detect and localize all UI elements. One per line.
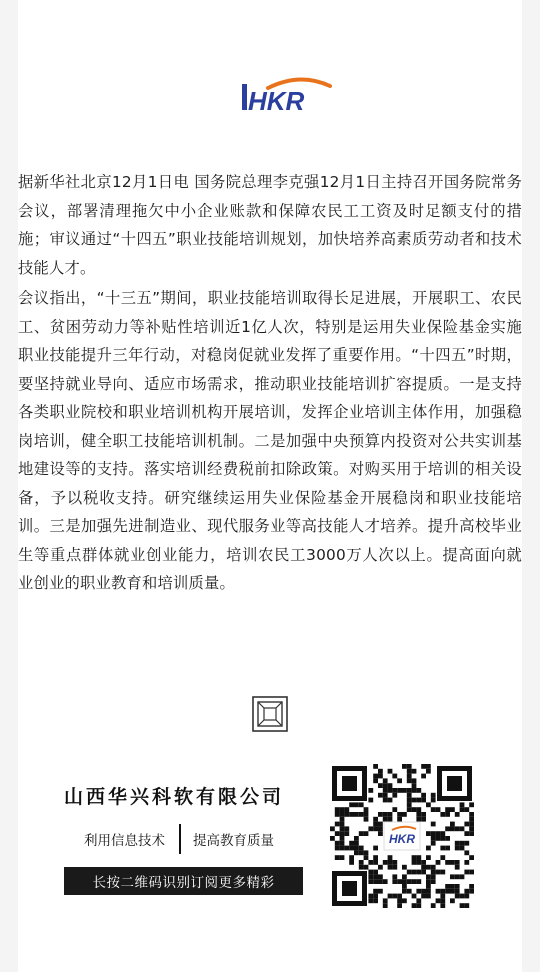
qr-module — [340, 817, 345, 822]
qr-module — [349, 812, 354, 817]
qr-module — [460, 807, 465, 812]
qr-module — [388, 894, 393, 899]
qr-module — [383, 793, 388, 798]
slogan-row — [64, 822, 304, 856]
qr-module — [397, 894, 402, 899]
company-name: 山西华兴科软有限公司 — [64, 786, 285, 808]
qr-module — [373, 846, 378, 851]
qr-module — [392, 774, 397, 779]
qr-module — [431, 903, 436, 908]
qr-module — [397, 817, 402, 822]
qr-module — [330, 836, 335, 841]
qr-module — [340, 855, 345, 860]
qr-module — [407, 879, 412, 884]
qr-module — [431, 841, 436, 846]
qr-module — [359, 812, 364, 817]
qr-module — [455, 826, 460, 831]
qr-module — [368, 798, 373, 803]
qr-module — [364, 831, 369, 836]
qr-module — [340, 812, 345, 817]
qr-module — [431, 870, 436, 875]
qr-module — [340, 826, 345, 831]
qr-module — [359, 802, 364, 807]
qr-module — [388, 812, 393, 817]
qr-module — [407, 870, 412, 875]
qr-module — [431, 807, 436, 812]
qr-module — [450, 889, 455, 894]
qr-module — [421, 894, 426, 899]
qr-module — [373, 898, 378, 903]
scan-prompt-text: 长按二维码识别订阅更多精彩 — [92, 875, 275, 891]
qr-module — [421, 860, 426, 865]
qr-module — [431, 822, 436, 827]
qr-module — [388, 769, 393, 774]
qr-module — [416, 812, 421, 817]
qr-module — [464, 841, 469, 846]
scan-prompt-bar — [64, 867, 303, 895]
qr-module — [460, 894, 465, 899]
qr-module — [392, 894, 397, 899]
qr-module — [464, 831, 469, 836]
qr-module — [383, 898, 388, 903]
qr-module — [344, 826, 349, 831]
qr-module — [340, 836, 345, 841]
qr-module — [469, 826, 474, 831]
qr-module — [469, 889, 474, 894]
qr-module — [436, 860, 441, 865]
qr-module — [330, 826, 335, 831]
qr-module — [378, 889, 383, 894]
qr-module — [402, 812, 407, 817]
qr-module — [397, 898, 402, 903]
article-paragraph: 会议指出，“十三五”期间，职业技能培训取得长足进展，开展职工、农民工、贫困劳动力等补贴性培训近1亿人次，特别是运用失业保险基金实施职业技能提升三年行动，对稳岗促就业发挥了重要作用。“十四五”时期，要坚持就业导向、适应市场需求，推动职业技能培训扩容提质。一是支持各类职业院校和职业培训机构开展培训，发挥企业培训主体作用，加强稳岗培训，健全职工技能培训机制。二是加强中央预算内投资对公共实训基地建设等的支持。落实培训经费税前扣除政策。对购买用于培训的相关设备，予以税收支持。研究继续运用失业保险基金开展稳岗和职业技能培训。三是加强先进制造业、现代服务业等高技能人才培养。提升高校毕业生等重点群体就业创业能力，培训农民工3000万人次以上。提高面向就业创业的职业教育和培训质量。 — [18, 289, 522, 592]
qr-module — [440, 836, 445, 841]
qr-module — [354, 846, 359, 851]
qr-module — [335, 807, 340, 812]
qr-module — [359, 865, 364, 870]
qr-module — [340, 807, 345, 812]
qr-center-logo-text: HKR — [389, 832, 415, 846]
qr-module — [349, 855, 354, 860]
qr-module — [373, 778, 378, 783]
qr-module — [464, 822, 469, 827]
qr-module — [359, 846, 364, 851]
qr-module — [383, 879, 388, 884]
qr-module — [407, 889, 412, 894]
qr-module — [373, 826, 378, 831]
qr-module — [383, 798, 388, 803]
qr-module — [421, 798, 426, 803]
qr-module — [368, 788, 373, 793]
qr-module — [412, 769, 417, 774]
qr-module — [373, 817, 378, 822]
qr-module — [373, 774, 378, 779]
qr-module — [388, 860, 393, 865]
qr-module — [397, 778, 402, 783]
qr-module — [373, 870, 378, 875]
qr-module — [397, 903, 402, 908]
qr-module — [426, 884, 431, 889]
qr-module — [412, 870, 417, 875]
qr-module — [416, 860, 421, 865]
qr-module — [450, 860, 455, 865]
qr-module — [378, 769, 383, 774]
qr-module — [464, 870, 469, 875]
qr-module — [388, 783, 393, 788]
qr-module — [440, 898, 445, 903]
qr-module — [368, 894, 373, 899]
qr-module — [421, 889, 426, 894]
qr-module — [416, 788, 421, 793]
qr-module — [354, 802, 359, 807]
qr-module — [412, 783, 417, 788]
qr-module — [426, 855, 431, 860]
qr-module — [426, 865, 431, 870]
qr-module — [431, 798, 436, 803]
qr-module — [455, 874, 460, 879]
slogan-separator — [179, 824, 181, 854]
qr-module — [407, 774, 412, 779]
qr-module — [388, 817, 393, 822]
qr-module — [349, 841, 354, 846]
qr-module — [426, 894, 431, 899]
qr-module — [426, 764, 431, 769]
qr-module — [407, 798, 412, 803]
qr-module — [412, 860, 417, 865]
qr-module — [416, 879, 421, 884]
qr-module — [440, 855, 445, 860]
qr-module — [426, 874, 431, 879]
article-paragraph: 据新华社北京12月1日电 国务院总理李克强12月1日主持召开国务院常务会议，部署清理拖欠中小企业账款和保障农民工工资及时足额支付的措施；审议通过“十四五”职业技能培训规划，加快培养高素质劳动者和技术技能人才。 — [18, 173, 522, 277]
qr-module — [392, 807, 397, 812]
qr-module — [359, 831, 364, 836]
qr-module — [460, 826, 465, 831]
qr-module — [402, 889, 407, 894]
qr-module — [421, 793, 426, 798]
qr-module — [469, 822, 474, 827]
qr-module — [373, 894, 378, 899]
qr-module — [340, 831, 345, 836]
qr-module — [407, 778, 412, 783]
qr-module — [335, 855, 340, 860]
qr-module — [359, 860, 364, 865]
qr-module — [450, 898, 455, 903]
qr-module — [431, 836, 436, 841]
qr-module — [416, 798, 421, 803]
qr-module — [426, 846, 431, 851]
qr-module — [392, 865, 397, 870]
qr-module — [440, 894, 445, 899]
qr-module — [373, 874, 378, 879]
qr-module — [455, 884, 460, 889]
qr-module — [397, 788, 402, 793]
qr-module — [412, 855, 417, 860]
qr-module — [392, 879, 397, 884]
qr-module — [464, 903, 469, 908]
qr-module — [378, 774, 383, 779]
qr-module — [469, 884, 474, 889]
qr-module — [364, 850, 369, 855]
qr-module — [460, 874, 465, 879]
qr-module — [469, 817, 474, 822]
qr-module — [455, 894, 460, 899]
qr-module — [426, 889, 431, 894]
qr-module — [412, 807, 417, 812]
slogan-right: 提高教育质量 — [193, 833, 274, 849]
qr-module — [455, 889, 460, 894]
qr-module — [373, 860, 378, 865]
qr-module — [388, 788, 393, 793]
qr-module — [421, 812, 426, 817]
qr-module — [412, 879, 417, 884]
qr-module — [421, 870, 426, 875]
qr-module — [349, 846, 354, 851]
qr-module — [402, 884, 407, 889]
qr-module — [364, 865, 369, 870]
qr-module — [469, 802, 474, 807]
qr-module — [426, 802, 431, 807]
qr-module — [412, 778, 417, 783]
logo-text: HKR — [248, 86, 305, 116]
qr-module — [445, 860, 450, 865]
qr-module — [349, 802, 354, 807]
article-body — [18, 168, 522, 600]
qr-module — [378, 874, 383, 879]
qr-module — [354, 841, 359, 846]
qr-module — [402, 898, 407, 903]
qr-module — [436, 831, 441, 836]
qr-module — [392, 788, 397, 793]
qr-module — [426, 769, 431, 774]
qr-module — [344, 831, 349, 836]
qr-module — [431, 874, 436, 879]
qr-module — [368, 870, 373, 875]
qr-module — [335, 812, 340, 817]
qr-module — [445, 884, 450, 889]
qr-module — [412, 903, 417, 908]
qr-code[interactable] — [330, 764, 474, 908]
qr-module — [440, 889, 445, 894]
qr-module — [388, 855, 393, 860]
qr-module — [421, 865, 426, 870]
qr-module — [440, 846, 445, 851]
qr-module — [368, 879, 373, 884]
qr-module — [407, 769, 412, 774]
qr-module — [364, 855, 369, 860]
slogan-left: 利用信息技术 — [84, 833, 165, 849]
qr-module — [392, 793, 397, 798]
qr-module — [469, 831, 474, 836]
qr-module — [388, 865, 393, 870]
qr-module — [445, 846, 450, 851]
qr-module — [464, 860, 469, 865]
qr-module — [469, 812, 474, 817]
qr-module — [368, 898, 373, 903]
qr-module — [373, 822, 378, 827]
logo-bar — [242, 84, 247, 110]
qr-module — [383, 778, 388, 783]
qr-module — [383, 812, 388, 817]
qr-module — [373, 855, 378, 860]
qr-module — [416, 807, 421, 812]
qr-module — [402, 874, 407, 879]
qr-module — [416, 870, 421, 875]
qr-module — [335, 846, 340, 851]
qr-module — [450, 822, 455, 827]
qr-module — [354, 836, 359, 841]
qr-module — [335, 822, 340, 827]
qr-module — [373, 879, 378, 884]
qr-module — [383, 817, 388, 822]
qr-module — [416, 855, 421, 860]
qr-module — [460, 903, 465, 908]
qr-module — [378, 826, 383, 831]
qr-module — [460, 802, 465, 807]
qr-module — [436, 889, 441, 894]
qr-module — [412, 788, 417, 793]
qr-module — [392, 874, 397, 879]
qr-module — [397, 812, 402, 817]
qr-module — [440, 870, 445, 875]
frame-divider-icon — [252, 696, 288, 732]
qr-module — [378, 783, 383, 788]
qr-module — [402, 865, 407, 870]
qr-module — [383, 783, 388, 788]
qr-module — [354, 812, 359, 817]
qr-module — [450, 884, 455, 889]
qr-module — [388, 798, 393, 803]
qr-module — [426, 879, 431, 884]
qr-module — [445, 807, 450, 812]
qr-module — [392, 860, 397, 865]
qr-module — [368, 826, 373, 831]
qr-module — [359, 850, 364, 855]
qr-module — [436, 807, 441, 812]
qr-module — [407, 807, 412, 812]
qr-module — [407, 764, 412, 769]
qr-module — [416, 898, 421, 903]
qr-module — [455, 846, 460, 851]
qr-module — [440, 831, 445, 836]
qr-module — [368, 874, 373, 879]
qr-module — [340, 822, 345, 827]
qr-module — [416, 889, 421, 894]
qr-module — [402, 764, 407, 769]
qr-module — [378, 822, 383, 827]
qr-module — [378, 865, 383, 870]
qr-module — [402, 788, 407, 793]
qr-module — [440, 903, 445, 908]
qr-module — [412, 894, 417, 899]
qr-module — [455, 865, 460, 870]
qr-module — [464, 850, 469, 855]
qr-module — [397, 879, 402, 884]
footer — [18, 760, 522, 920]
qr-module — [445, 812, 450, 817]
qr-module — [436, 870, 441, 875]
qr-module — [383, 903, 388, 908]
qr-module — [373, 764, 378, 769]
qr-module — [416, 817, 421, 822]
article-page — [18, 0, 522, 972]
qr-module — [364, 812, 369, 817]
qr-module — [436, 836, 441, 841]
qr-module — [450, 874, 455, 879]
qr-module — [364, 807, 369, 812]
qr-module — [378, 793, 383, 798]
qr-module — [340, 846, 345, 851]
qr-module — [407, 802, 412, 807]
qr-module — [460, 841, 465, 846]
qr-module — [349, 860, 354, 865]
qr-module — [383, 860, 388, 865]
qr-module — [368, 860, 373, 865]
qr-module — [421, 774, 426, 779]
qr-module — [335, 831, 340, 836]
qr-module — [431, 865, 436, 870]
qr-module — [431, 831, 436, 836]
qr-module — [469, 855, 474, 860]
qr-module — [445, 826, 450, 831]
qr-module — [450, 807, 455, 812]
qr-module — [407, 788, 412, 793]
qr-module — [416, 903, 421, 908]
qr-module — [421, 764, 426, 769]
qr-module — [373, 889, 378, 894]
qr-module — [364, 817, 369, 822]
qr-module — [378, 812, 383, 817]
qr-module — [455, 841, 460, 846]
qr-module — [455, 812, 460, 817]
qr-module — [464, 894, 469, 899]
qr-module — [340, 841, 345, 846]
qr-module — [383, 788, 388, 793]
qr-module — [407, 793, 412, 798]
qr-module — [354, 850, 359, 855]
qr-module — [431, 879, 436, 884]
qr-module — [450, 826, 455, 831]
qr-module — [445, 836, 450, 841]
qr-module — [445, 889, 450, 894]
company-logo — [238, 70, 338, 120]
qr-module — [460, 846, 465, 851]
qr-module — [378, 831, 383, 836]
qr-module — [412, 798, 417, 803]
qr-module — [469, 870, 474, 875]
qr-module — [464, 807, 469, 812]
qr-module — [344, 812, 349, 817]
qr-module — [402, 879, 407, 884]
qr-module — [431, 793, 436, 798]
qr-module — [426, 831, 431, 836]
qr-module — [455, 860, 460, 865]
qr-module — [344, 807, 349, 812]
qr-module — [378, 879, 383, 884]
qr-module — [440, 812, 445, 817]
qr-module — [436, 898, 441, 903]
qr-module — [421, 817, 426, 822]
qr-module — [344, 846, 349, 851]
qr-module — [464, 889, 469, 894]
qr-module — [335, 841, 340, 846]
